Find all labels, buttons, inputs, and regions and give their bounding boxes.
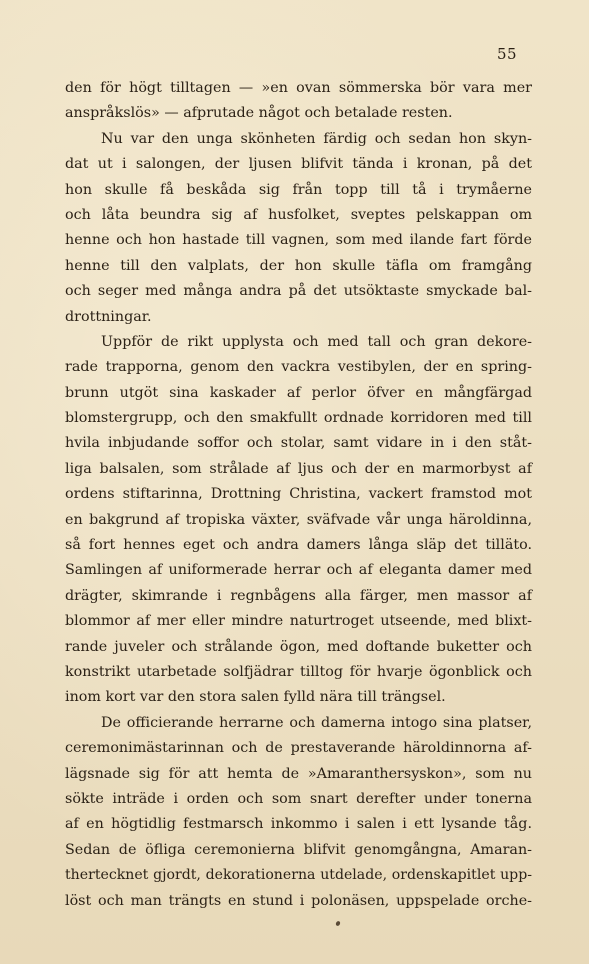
text-line: Samlingen af uniformerade herrar och af eleganta damer med [65, 562, 532, 579]
text-line: den för högt tilltagen — »en ovan sömmerska bör vara mer [65, 80, 532, 96]
text-line: brunn utgöt sina kaskader af perlor öfver en mångfärgad [65, 384, 532, 401]
body-text [65, 76, 532, 914]
ink-speck [335, 920, 341, 926]
text-line: drottningar. [65, 308, 152, 325]
text-line: ceremonimästarinnan och de prestaverande häroldinnorna af- [65, 740, 532, 757]
text-line: henne till den valplats, der hon skulle täfla om framgång [65, 257, 532, 274]
text-line: och låta beundra sig af husfolket, sveptes pelskappan om [65, 206, 532, 223]
text-line: löst och man trängts en stund i polonäsen, uppspelade orche- [65, 892, 532, 909]
text-line: hon skulle få beskåda sig från topp till tå i trymåerne [65, 181, 532, 198]
text-line: Uppför de rikt upplysta och med tall och gran dekore- [101, 333, 532, 350]
text-line: blommor af mer eller mindre naturtroget utseende, med blixt- [65, 613, 532, 630]
text-line: thertecknet gjordt, dekorationerna utdelade, ordenskapitlet upp- [65, 867, 532, 884]
text-line: blomstergrupp, och den smakfullt ordnade korridoren med till [65, 410, 532, 427]
text-line: ordens stiftarinna, Drottning Christina, vackert framstod mot [65, 486, 532, 503]
text-line: anspråkslös» — afprutade något och betalade resten. [65, 105, 453, 122]
text-line: drägter, skimrande i regnbågens alla färger, men massor af [65, 587, 532, 604]
text-line: sökte inträde i orden och som snart derefter under tonerna [65, 790, 532, 807]
text-line: så fort hennes eget och andra damers långa släp det tilläto. [65, 537, 532, 554]
text-line: rade trapporna, genom den vackra vestibylen, der en spring- [65, 359, 532, 376]
text-line: henne och hon hastade till vagnen, som med ilande fart förde [65, 232, 532, 249]
text-line: hvila inbjudande soffor och stolar, samt vidare in i den ståt- [65, 435, 532, 452]
text-line: Nu var den unga skönheten färdig och sedan hon skyn- [101, 130, 532, 147]
text-line: liga balsalen, som strålade af ljus och der en marmorbyst af [65, 460, 532, 477]
page-number: 55 [497, 45, 518, 63]
text-line: af en högtidlig festmarsch inkommo i salen i ett lysande tåg. [65, 816, 532, 833]
text-line: De officierande herrarne och damerna intogo sina platser, [101, 714, 532, 731]
text-line: och seger med många andra på det utsöktaste smyckade bal- [65, 283, 532, 300]
text-line: lägsnade sig för att hemta de »Amaranthersyskon», som nu [65, 765, 532, 782]
text-line: rande juveler och strålande ögon, med doftande buketter och [65, 638, 532, 655]
text-line: en bakgrund af tropiska växter, sväfvade vår unga häroldinna, [65, 511, 532, 528]
text-line: dat ut i salongen, der ljusen blifvit tända i kronan, på det [65, 156, 532, 173]
text-line: konstrikt utarbetade solfjädrar tilltog för hvarje ögonblick och [65, 663, 532, 680]
text-line: Sedan de öfliga ceremonierna blifvit genomgångna, Amaran- [65, 841, 532, 858]
text-line: inom kort var den stora salen fylld nära till trängsel. [65, 689, 446, 706]
